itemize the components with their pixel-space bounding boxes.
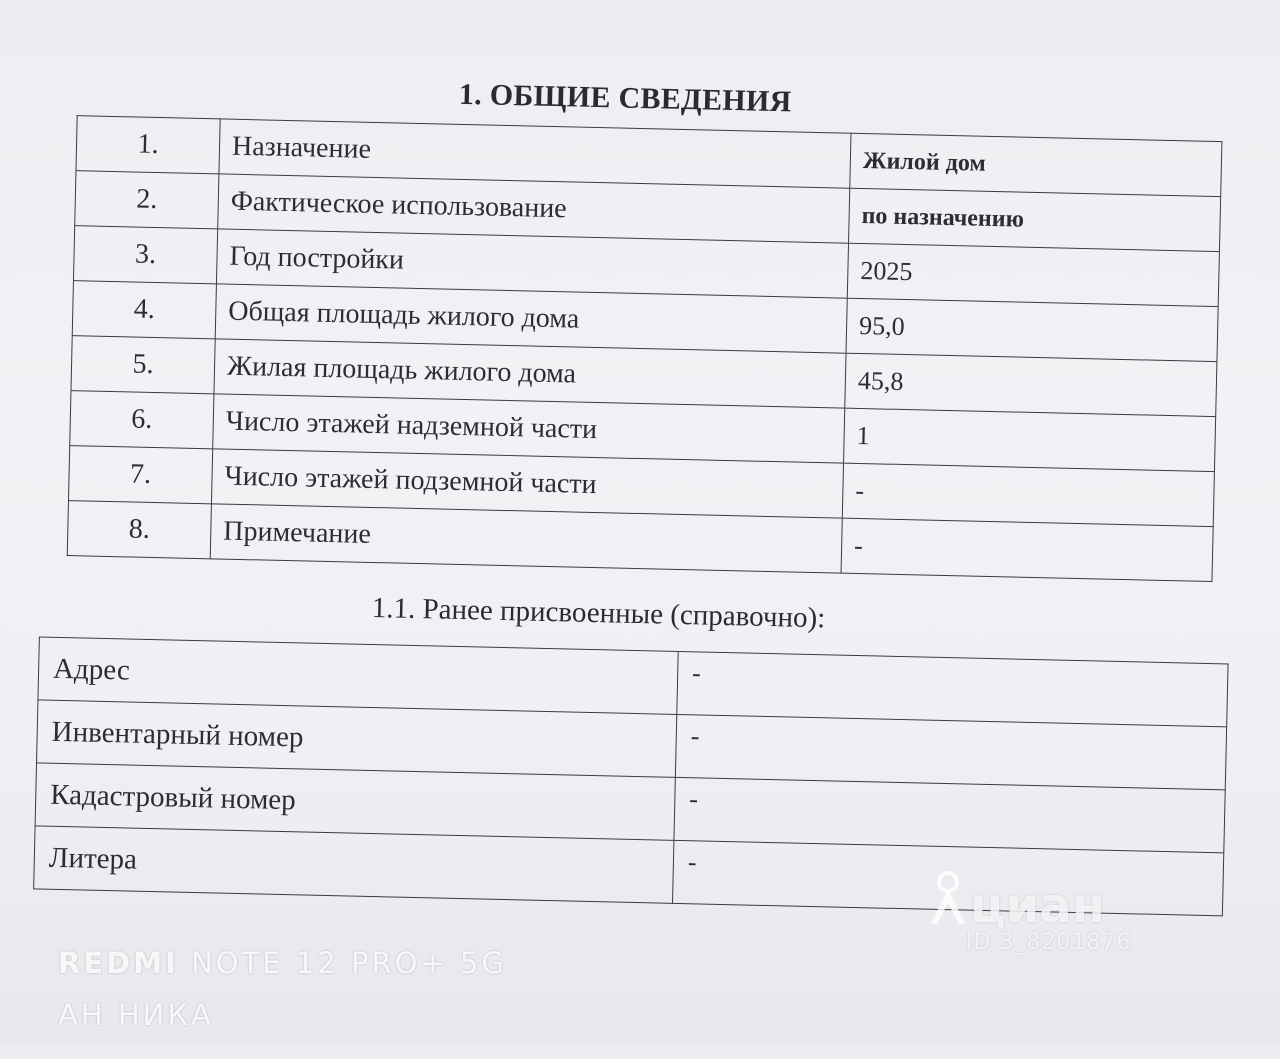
- row-value: 2025: [847, 243, 1219, 306]
- subsection-title: 1.1. Ранее присвоенные (справочно):: [371, 591, 826, 635]
- row-label: Жилая площадь жилого дома: [214, 339, 846, 408]
- agency-watermark: АН НИКА: [58, 998, 214, 1032]
- row-label: Число этажей надземной части: [213, 394, 845, 463]
- row-number: 1.: [76, 116, 220, 174]
- row-label: Фактическое использование: [218, 174, 850, 243]
- row-number: 6.: [70, 391, 214, 449]
- row-label: Назначение: [219, 119, 851, 188]
- row-value: -: [675, 714, 1226, 789]
- row-label: Адрес: [38, 637, 678, 714]
- row-label: Литера: [34, 826, 674, 903]
- row-number: 4.: [72, 281, 216, 339]
- row-label: Примечание: [210, 504, 842, 573]
- row-value: -: [677, 651, 1228, 726]
- phone-brand: REDMI: [58, 946, 179, 980]
- row-label: Год постройки: [216, 229, 848, 298]
- row-value: -: [842, 463, 1214, 526]
- row-number: 7.: [68, 446, 212, 504]
- section-title: 1. ОБЩИЕ СВЕДЕНИЯ: [458, 77, 792, 119]
- row-label: Общая площадь жилого дома: [215, 284, 847, 353]
- cian-logo: циан: [970, 878, 1105, 934]
- row-value: Жилой дом: [850, 133, 1222, 196]
- row-number: 2.: [75, 171, 219, 229]
- row-label: Инвентарный номер: [37, 700, 677, 777]
- camera-watermark: [58, 946, 507, 980]
- row-value: по назначению: [849, 188, 1221, 251]
- row-label: Кадастровый номер: [35, 763, 675, 840]
- row-value: -: [672, 840, 1223, 915]
- row-value: 1: [844, 408, 1216, 471]
- row-number: 5.: [71, 336, 215, 394]
- phone-model: NOTE 12 PRO+ 5G: [191, 946, 507, 980]
- row-value: -: [674, 777, 1225, 852]
- row-value: -: [841, 518, 1213, 581]
- map-pin-icon: [928, 866, 968, 926]
- cian-listing-id: ID 3_8201876: [966, 930, 1132, 955]
- general-info-table: [67, 115, 1223, 582]
- row-number: 3.: [73, 226, 217, 284]
- row-label: Число этажей подземной части: [211, 449, 843, 518]
- row-value: 95,0: [846, 298, 1218, 361]
- row-value: 45,8: [845, 353, 1217, 416]
- row-number: 8.: [67, 501, 211, 559]
- cian-watermark: [928, 862, 1158, 962]
